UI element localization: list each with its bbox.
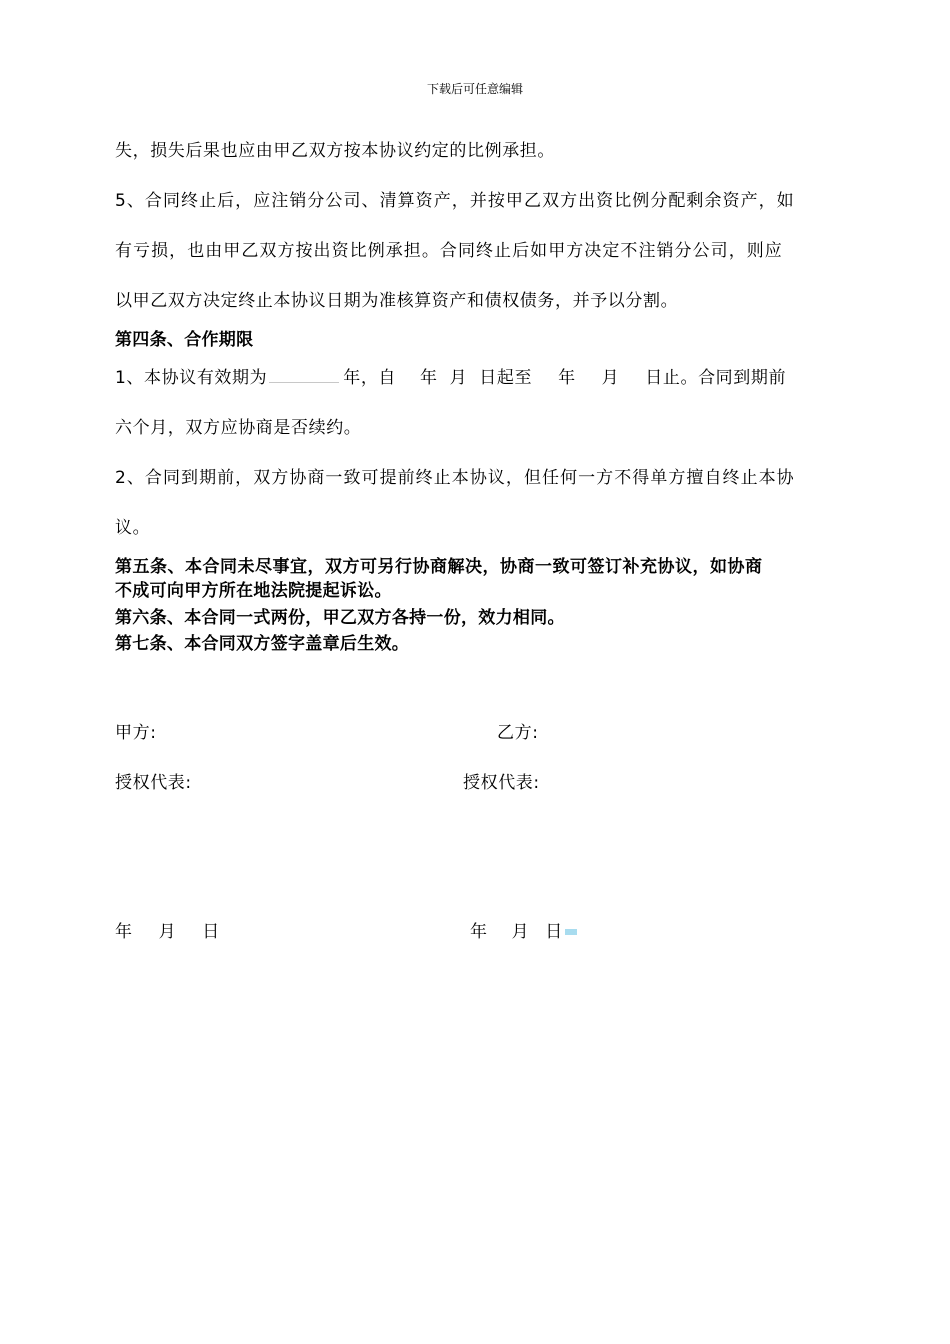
article-7: 第七条、本合同双方签字盖章后生效。	[115, 634, 410, 654]
start-month: 月	[449, 368, 468, 388]
party-b-label: 乙方:	[497, 723, 539, 743]
start-year: 年	[420, 368, 438, 388]
party-b-date-month: 月	[511, 922, 530, 942]
party-b-date-day: 日	[545, 922, 563, 942]
term-year-unit: 年，自	[343, 368, 397, 388]
article-4-title: 第四条、合作期限	[115, 330, 254, 350]
page-header: 下载后可任意编辑	[426, 82, 523, 96]
article-5-line-2: 不成可向甲方所在地法院提起诉讼。	[115, 581, 392, 601]
end-year: 年	[558, 368, 576, 388]
text-cursor-marker	[565, 929, 577, 935]
clause-5-line-3: 以甲乙双方决定终止本协议日期为准核算资产和债权债务，并予以分割。	[115, 291, 679, 311]
article-4-clause-2-line-2: 议。	[115, 518, 151, 538]
party-a-date-year: 年	[115, 922, 133, 942]
article-6: 第六条、本合同一式两份，甲乙双方各持一份，效力相同。	[115, 608, 565, 628]
party-a-label: 甲方:	[115, 723, 157, 743]
term-label: 1、本协议有效期为	[115, 368, 268, 388]
term-years-blank	[269, 368, 339, 383]
party-a-date-month: 月	[158, 922, 177, 942]
party-a-date-day: 日	[202, 922, 220, 942]
paragraph-loss-continued: 失，损失后果也应由甲乙双方按本协议约定的比例承担。	[115, 141, 555, 161]
end-month: 月	[601, 368, 620, 388]
party-b-date-year: 年	[470, 922, 488, 942]
clause-5-line-2: 有亏损，也由甲乙双方按出资比例承担。合同终止后如甲方决定不注销分公司，则应	[115, 241, 783, 261]
article-4-clause-2-line-1: 2、合同到期前，双方协商一致可提前终止本协议，但任何一方不得单方擅自终止本协	[115, 468, 795, 488]
start-day: 日起至	[479, 368, 533, 388]
article-4-clause-1-line-2: 六个月，双方应协商是否续约。	[115, 418, 362, 438]
article-4-clause-1-line-1	[115, 366, 786, 390]
clause-5-line-1: 5、合同终止后，应注销分公司、清算资产，并按甲乙双方出资比例分配剩余资产，如	[115, 191, 795, 211]
party-a-date	[115, 920, 220, 944]
party-b-representative-label: 授权代表:	[463, 773, 540, 793]
end-day: 日止。合同到期前	[645, 368, 787, 388]
article-5-line-1: 第五条、本合同未尽事宜，双方可另行协商解决，协商一致可签订补充协议，如协商	[115, 557, 763, 577]
party-a-representative-label: 授权代表:	[115, 773, 192, 793]
party-b-date	[470, 920, 577, 944]
